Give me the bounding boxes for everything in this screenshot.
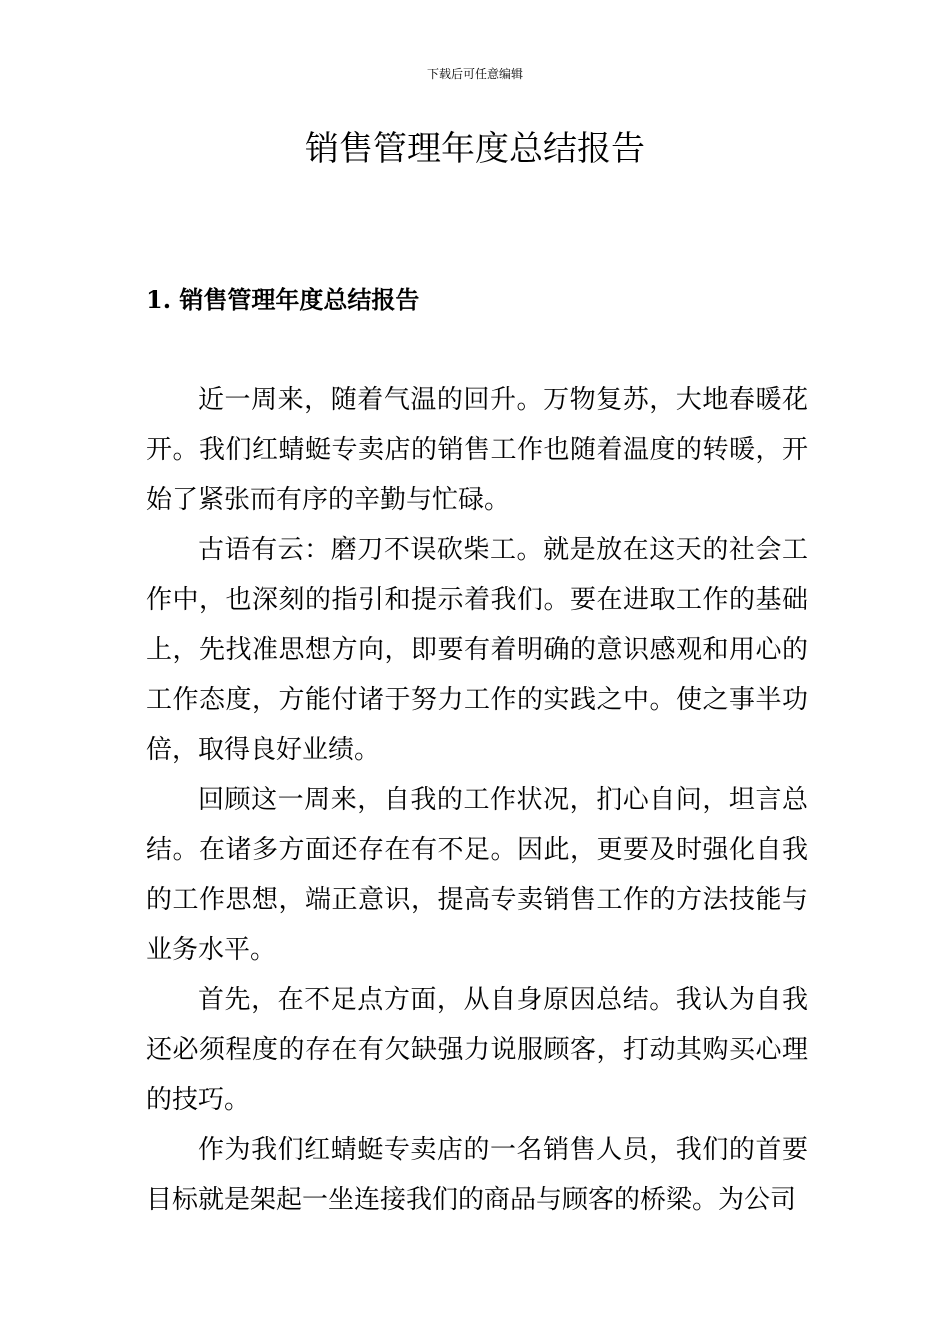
- paragraph-4: 首先，在不足点方面，从自身原因总结。我认为自我还必须程度的存在有欠缺强力说服顾客，打动其购买心理的技巧。: [146, 985, 808, 1115]
- body-text: [146, 375, 808, 1225]
- paragraph-2: 古语有云：磨刀不误砍柴工。就是放在这天的社会工作中，也深刻的指引和提示着我们。要在进取工作的基础上，先找准思想方向，即要有着明确的意识感观和用心的工作态度，方能付诸于努力工作的实践之中。使之事半功倍，取得良好业绩。: [146, 535, 808, 765]
- paragraph-3: 回顾这一周来，自我的工作状况，扪心自问，坦言总结。在诸多方面还存在有不足。因此，更要及时强化自我的工作思想，端正意识，提高专卖销售工作的方法技能与业务水平。: [146, 785, 808, 965]
- paragraph-1: 近一周来，随着气温的回升。万物复苏，大地春暖花开。我们红蜻蜓专卖店的销售工作也随着温度的转暖，开始了紧张而有序的辛勤与忙碌。: [146, 385, 808, 515]
- document-title: 销售管理年度总结报告: [305, 129, 645, 169]
- header-note: 下载后可任意编辑: [426, 67, 523, 81]
- section-heading: 1. 销售管理年度总结报告: [146, 285, 420, 314]
- paragraph-5: 作为我们红蜻蜓专卖店的一名销售人员，我们的首要目标就是架起一坐连接我们的商品与顾客的桥梁。为公司: [146, 1135, 808, 1215]
